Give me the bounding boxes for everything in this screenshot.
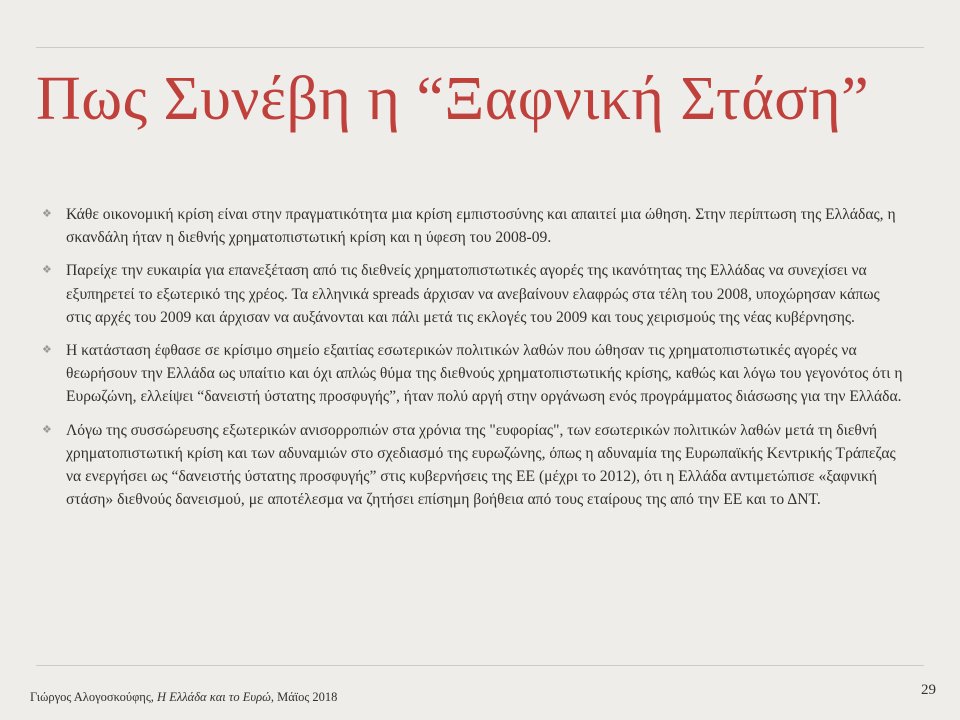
bullet-item [42,419,908,512]
diamond-bullet-icon: ❖ [42,264,52,277]
page-number: 29 [921,682,936,698]
footer-citation [30,690,337,705]
diamond-bullet-icon: ❖ [42,208,52,220]
bullet-item [42,203,908,249]
footer-date: , Μάϊος 2018 [270,690,338,704]
diamond-bullet-icon: ❖ [42,344,52,357]
bullet-list [42,203,908,521]
bullet-text: Κάθε οικονομική κρίση είναι στην πραγματικότητα μια κρίση εμπιστοσύνης και απαιτεί μια ώθηση. Στην περίπτωση της Ελλάδας, η σκανδάλη ήταν η διεθνής χρηματοπιστωτική κρίση και η ύφεση του 2008-09. [66,206,896,247]
bullet-text: Η κατάσταση έφθασε σε κρίσιμο σημείο εξαιτίας εσωτερικών πολιτικών λαθών που ώθησαν τις χρηματοπιστωτικές αγορές να θεωρήσουν την Ελλάδα ως υπαίτιο και όχι απλώς θύμα της διεθνούς χρηματοπιστωτικής κρίσης, καθώς και λόγω του γεγονότος ότι η Ευρωζώνη, ελλείψει “δανειστή ύστατης προσφυγής”, ήταν πολύ αργή στην οργάνωση ενός προγράμματος διάσωσης για την Ελλάδα. [66,342,903,406]
footer-author: Γιώργος Αλογοσκούφης, [30,690,158,704]
bullet-item [42,339,908,409]
bullet-text: Παρείχε την ευκαιρία για επανεξέταση από τις διεθνείς χρηματοπιστωτικές αγορές της ικανότητας της Ελλάδας να συνεχίσει να εξυπηρετεί το εξωτερικό της χρέος. Τα ελληνικά spreads άρχισαν να ανεβαίνουν ελαφρώς στα τέλη του 2008, υποχώρησαν κάπως στις αρχές του 2009 και άρχισαν να αυξάνονται και πάλι μετά τις εκλογές του 2009 και τους χειρισμούς της νέας κυβέρνησης. [66,262,880,326]
diamond-bullet-icon: ❖ [42,423,52,436]
bottom-divider [36,665,924,666]
top-divider [36,47,924,48]
bullet-item [42,259,908,329]
bullet-text: Λόγω της συσσώρευσης εξωτερικών ανισορροπιών στα χρόνια της "ευφορίας", των εσωτερικών πολιτικών λαθών μετά τη διεθνή χρηματοπιστωτική κρίση και των αδυναμιών στο σχεδιασμό της ευρωζώνης, όπως η αδυναμία της Ευρωπαϊκής Κεντρικής Τράπεζας να ενεργήσει ως “δανειστής ύστατης προσφυγής” στις κυβερνήσεις της ΕΕ (μέχρι το 2012), ότι η Ελλάδα αντιμετώπισε «ξαφνική στάση» διεθνούς δανεισμού, με αποτέλεσμα να ζητήσει επίσημη βοήθεια από τους εταίρους της από την ΕΕ και το ΔΝΤ. [66,421,896,509]
slide-title: Πως Συνέβη η “Ξαφνική Στάση” [36,65,870,133]
footer-book-title: Η Ελλάδα και το Ευρώ [157,690,271,704]
